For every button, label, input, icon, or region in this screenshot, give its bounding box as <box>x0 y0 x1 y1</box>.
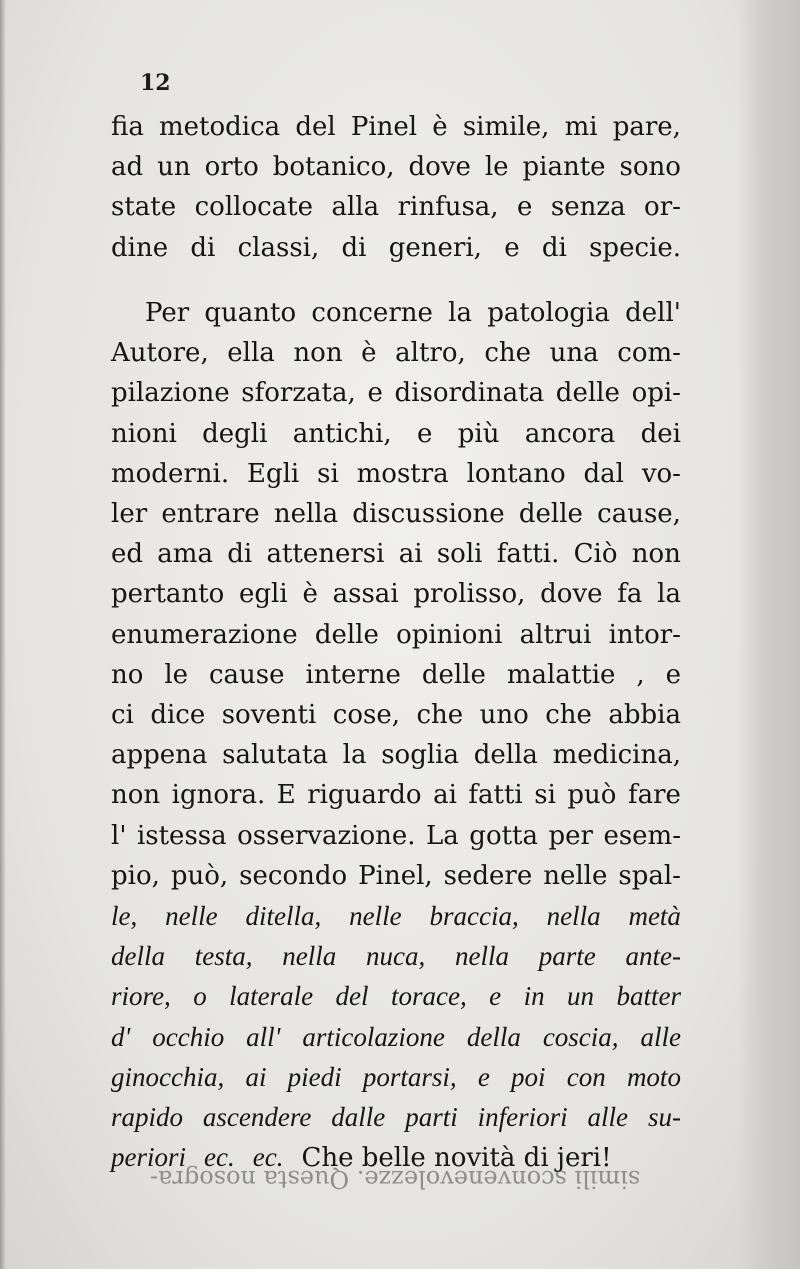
word: di <box>190 232 216 263</box>
word: un <box>567 981 595 1012</box>
word: intor- <box>608 619 681 650</box>
word: ascendere <box>202 1102 312 1132</box>
word: Per <box>145 298 190 328</box>
closing-sentence: Che belle novità di jeri! <box>301 1143 612 1174</box>
word: in <box>523 981 545 1012</box>
word: ancora <box>524 418 616 449</box>
word: soventi <box>221 700 317 730</box>
word: orto <box>204 152 259 183</box>
word: ec. <box>204 1142 235 1173</box>
word: del <box>335 981 369 1012</box>
word: e <box>477 1061 490 1092</box>
word: alle <box>587 1102 629 1132</box>
text-line <box>111 499 681 539</box>
word: dei <box>640 418 681 449</box>
word: moderni. <box>111 458 230 489</box>
word: quanto <box>204 298 297 328</box>
text-line <box>111 1022 681 1062</box>
word: può <box>567 780 617 811</box>
word: di <box>227 539 253 570</box>
word: cause, <box>597 499 681 529</box>
word: vo- <box>641 458 681 489</box>
word: piedi <box>287 1061 342 1092</box>
word: ci <box>111 700 134 730</box>
word: La <box>426 820 459 851</box>
word: nuca, <box>366 941 426 972</box>
word: è <box>432 112 448 142</box>
word: fatti. <box>496 539 560 570</box>
word: sono <box>619 152 681 183</box>
word: la <box>657 579 681 610</box>
word: si <box>317 458 339 489</box>
word: malattie <box>506 659 616 690</box>
word: alla <box>331 192 380 223</box>
word: portarsi, <box>362 1061 457 1092</box>
page-right-edge <box>738 0 800 1269</box>
word: ed <box>111 539 144 570</box>
word: specie. <box>589 232 681 263</box>
word: è <box>361 338 377 369</box>
text-line <box>111 338 681 378</box>
word: altro, <box>395 338 466 369</box>
word: cose, <box>332 700 400 730</box>
word: delle <box>421 659 486 690</box>
word: ad <box>111 152 144 183</box>
text-line <box>111 861 681 901</box>
word: nioni <box>111 418 177 449</box>
word: inferiori <box>477 1102 568 1132</box>
word: opinioni <box>396 619 503 650</box>
text-line <box>111 1062 681 1102</box>
word: non <box>631 539 681 570</box>
word: , <box>636 659 645 690</box>
word: degli <box>202 418 268 449</box>
word: metodica <box>159 112 281 142</box>
word: rinfusa, <box>397 192 499 223</box>
word: lontano <box>466 458 566 489</box>
word: medicina, <box>552 740 681 771</box>
word: abbia <box>608 700 681 730</box>
word: sforzata, <box>241 378 356 409</box>
word: testa, <box>194 941 253 972</box>
text-line <box>111 419 681 459</box>
word: esem- <box>603 820 681 851</box>
word: ama <box>157 539 213 570</box>
text-line <box>111 1102 681 1142</box>
word: nella <box>454 941 509 972</box>
word: fare <box>627 780 681 811</box>
word: soli <box>436 539 483 570</box>
word: ella <box>227 338 275 369</box>
text-line <box>111 821 681 861</box>
word: simile, <box>462 112 550 142</box>
word: piante <box>522 152 606 183</box>
word: articolazione <box>302 1021 445 1052</box>
word: attenersi <box>266 539 385 570</box>
word: sedere <box>443 860 533 891</box>
text-line <box>111 700 681 740</box>
word: laterale <box>229 981 314 1012</box>
word: salutata <box>222 740 328 771</box>
word: ignora. <box>171 780 266 811</box>
word: delle <box>518 499 583 529</box>
word: altrui <box>519 619 592 650</box>
word: che <box>545 700 592 730</box>
word: fa <box>617 579 643 610</box>
word: può, <box>170 860 229 891</box>
word: nella <box>282 941 337 972</box>
word: di <box>341 232 367 263</box>
word: ginocchia, <box>111 1061 225 1092</box>
word: nelle <box>165 901 218 931</box>
word: dalle <box>331 1102 386 1132</box>
text-line <box>111 459 681 499</box>
text-line <box>111 780 681 820</box>
page-number: 12 <box>140 70 171 96</box>
text-line <box>111 660 681 700</box>
word: un <box>157 152 191 183</box>
word: pio, <box>111 860 160 891</box>
word: botanico, <box>272 152 395 183</box>
text-line <box>111 579 681 619</box>
text-line <box>111 192 681 232</box>
word: assai <box>332 579 399 610</box>
word: pilazione <box>111 378 230 409</box>
word: parte <box>538 941 596 972</box>
word: enumerazione <box>111 619 298 650</box>
word: che <box>484 338 532 369</box>
word: e <box>504 232 520 263</box>
word: periori <box>111 1142 187 1173</box>
word: torace, <box>390 981 467 1012</box>
word: spal- <box>618 860 681 891</box>
word: metà <box>628 901 681 931</box>
word: che <box>416 700 464 730</box>
word: con <box>566 1061 606 1092</box>
word: una <box>549 338 599 369</box>
text-line <box>111 740 681 780</box>
word: la <box>448 298 472 328</box>
word: interne <box>305 659 401 690</box>
word: e <box>417 418 433 449</box>
word: pertanto <box>111 579 225 610</box>
word: concerne <box>311 298 433 328</box>
word: ai <box>398 539 423 570</box>
word: delle <box>314 619 379 650</box>
word: senza <box>550 192 626 223</box>
word: Autore, <box>111 338 209 369</box>
word: Pinel, <box>358 860 433 891</box>
word: mostra <box>356 458 449 489</box>
word: è <box>302 579 318 610</box>
word: su- <box>647 1102 681 1132</box>
word: non <box>111 780 161 811</box>
word: opi- <box>631 378 681 409</box>
word: riguardo <box>307 780 422 811</box>
word: Pinel <box>350 112 418 142</box>
word: patologia <box>487 298 610 328</box>
word: della <box>111 941 165 972</box>
word: ec. <box>252 1142 284 1173</box>
word: dice <box>150 700 206 730</box>
word: entrare <box>161 499 260 529</box>
word: collocate <box>194 192 314 223</box>
word: batter <box>616 981 681 1012</box>
word: della <box>466 1021 521 1052</box>
word: uno <box>479 700 529 730</box>
word: egli <box>239 579 288 610</box>
word: mi <box>564 112 598 142</box>
word: rapido <box>111 1102 184 1132</box>
word: della <box>473 740 538 771</box>
word: pare, <box>612 112 681 142</box>
word: e <box>665 659 681 690</box>
word: alle <box>640 1021 681 1052</box>
word: fia <box>111 112 144 142</box>
word: nella <box>546 901 601 931</box>
word: nelle <box>543 860 608 891</box>
word: dell' <box>625 298 681 328</box>
word: riore, <box>111 981 171 1012</box>
word: dine <box>111 232 169 263</box>
word: dal <box>583 458 624 489</box>
text-line <box>111 620 681 660</box>
word: del <box>295 112 336 142</box>
text-line <box>111 378 681 418</box>
word: osservazione. <box>237 820 416 851</box>
word: parti <box>405 1102 458 1132</box>
word: secondo <box>239 860 348 891</box>
word: E <box>276 780 296 811</box>
word: ai <box>245 1061 267 1092</box>
word: le <box>164 659 189 690</box>
word: più <box>457 418 500 449</box>
word: state <box>111 192 177 223</box>
word: e <box>489 981 502 1012</box>
word: e <box>517 192 533 223</box>
word: la <box>342 740 367 771</box>
word: ante- <box>625 941 681 972</box>
text-line <box>111 152 681 192</box>
word: disordinata <box>394 378 545 409</box>
word: ditella, <box>245 901 322 931</box>
word: prolisso, <box>413 579 526 610</box>
text-line <box>111 981 681 1021</box>
word: moto <box>626 1061 681 1092</box>
text-line <box>111 941 681 981</box>
word: per <box>548 820 593 851</box>
word: appena <box>111 740 208 771</box>
word: dove <box>408 152 471 183</box>
text-line <box>111 539 681 579</box>
word: ler <box>111 499 148 529</box>
word: ai <box>433 780 457 811</box>
word: occhio <box>152 1021 225 1052</box>
word: coscia, <box>542 1021 619 1052</box>
bleed-through-text: simili sconvenevolezze. Questa nosogra- <box>150 1165 641 1193</box>
word: antichi, <box>292 418 392 449</box>
word: nelle <box>349 901 402 931</box>
word: le, <box>111 901 138 931</box>
word: e <box>367 378 383 409</box>
word: generi, <box>388 232 482 263</box>
word: discussione <box>352 499 505 529</box>
word: si <box>534 780 556 811</box>
word: di <box>541 232 567 263</box>
word: delle <box>555 378 620 409</box>
text-line <box>111 901 681 941</box>
word: braccia, <box>429 901 519 931</box>
text-line <box>111 233 681 273</box>
word: gotta <box>469 820 538 851</box>
word: l' <box>111 820 127 851</box>
word: dove <box>540 579 603 610</box>
word: o <box>193 981 207 1012</box>
word: all' <box>246 1021 281 1052</box>
word: classi, <box>237 232 320 263</box>
word: Egli <box>246 458 300 489</box>
word: d' <box>111 1021 131 1052</box>
text-line <box>145 298 681 338</box>
word: or- <box>644 192 681 223</box>
word: poi <box>511 1061 546 1092</box>
word: cause <box>208 659 285 690</box>
word: istessa <box>136 820 227 851</box>
page-left-shadow <box>0 0 6 1269</box>
word: nella <box>273 499 339 529</box>
word: non <box>293 338 343 369</box>
word: le <box>484 152 509 183</box>
word: soglia <box>381 740 459 771</box>
word: fatti <box>468 780 523 811</box>
word: com- <box>617 338 681 369</box>
word: Ciò <box>573 539 618 570</box>
text-line <box>111 112 681 152</box>
word: no <box>111 659 144 690</box>
